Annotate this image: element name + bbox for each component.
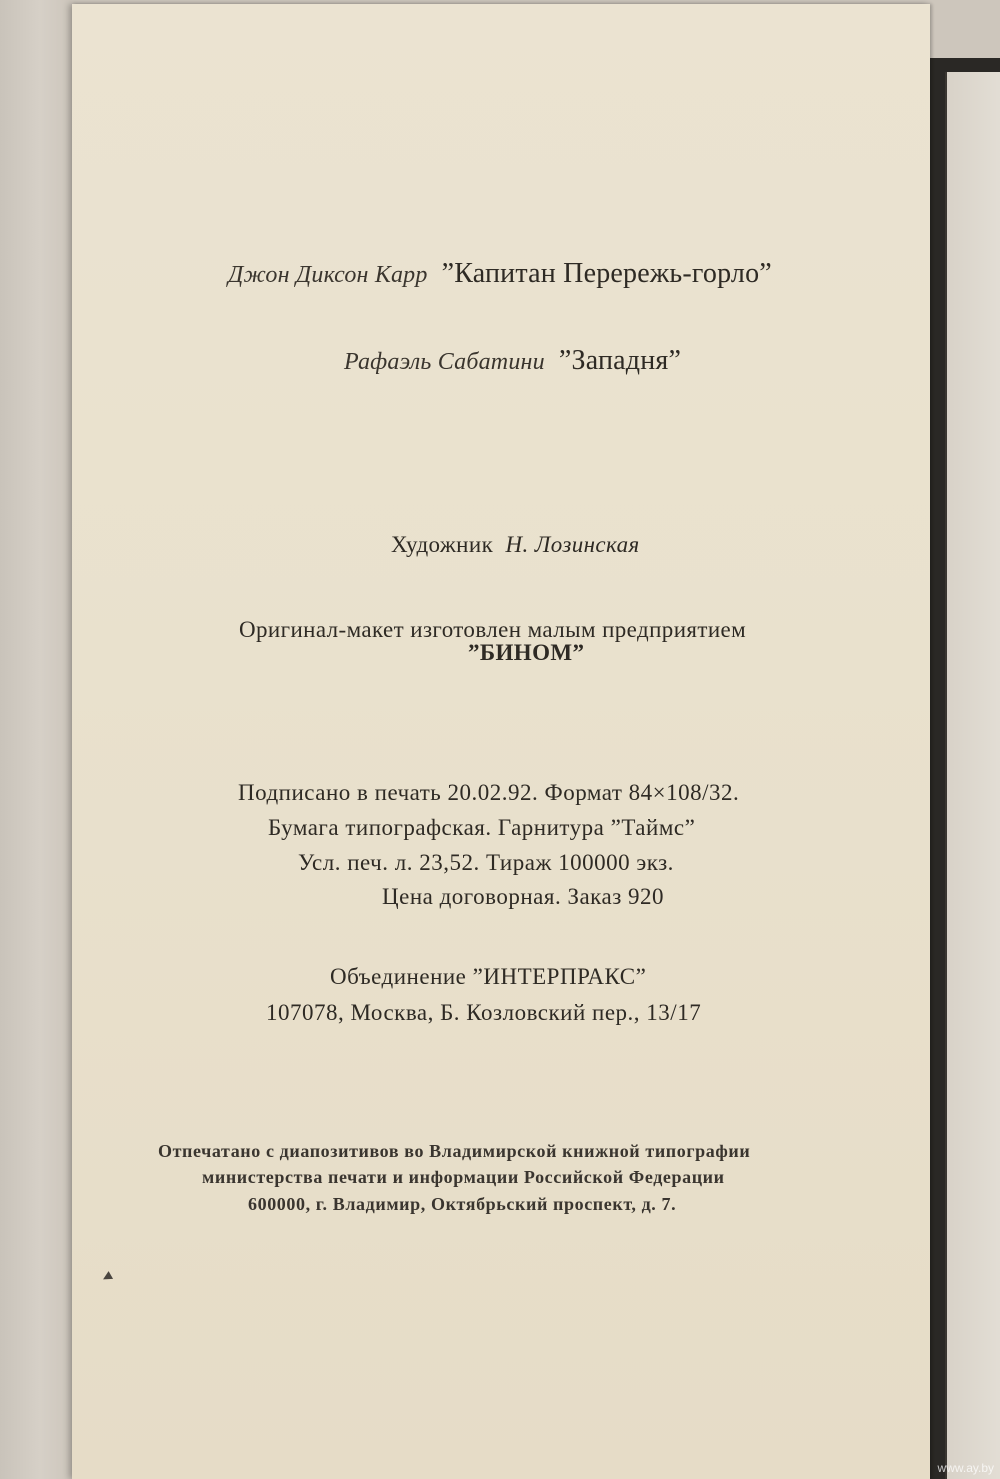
- artist-credit: [391, 532, 640, 558]
- artist-name: Н. Лозинская: [505, 532, 640, 557]
- printing-house-line-1: Отпечатано с диапозитивов во Владимирской книжной типографии: [158, 1141, 751, 1161]
- print-info-line-3: Усл. печ. л. 23,52. Тираж 100000 экз.: [298, 850, 674, 875]
- layout-credit-line-2: ”БИНОМ”: [468, 640, 585, 665]
- book-entry-1: [228, 258, 772, 290]
- print-info-line-2: Бумага типографская. Гарнитура ”Таймс”: [268, 815, 696, 840]
- book-2-author: Рафаэль Сабатини: [344, 349, 545, 375]
- printing-house-line-3: 600000, г. Владимир, Октябрьский проспект, д. 7.: [248, 1194, 677, 1214]
- book-2-title: ”Западня”: [558, 345, 682, 376]
- book-1-title: ”Капитан Перережь-горло”: [441, 258, 772, 289]
- book-entry-2: [344, 345, 681, 377]
- watermark: www.ay.by: [937, 1461, 994, 1475]
- print-info-line-1: Подписано в печать 20.02.92. Формат 84×108/32.: [238, 780, 740, 805]
- opposite-page: [945, 72, 1000, 1479]
- imprint-page: [72, 4, 930, 1479]
- print-info-line-4: Цена договорная. Заказ 920: [382, 884, 665, 909]
- book-1-author: Джон Диксон Карр: [228, 262, 428, 288]
- printing-house-line-2: министерства печати и информации Российской Федерации: [202, 1167, 725, 1187]
- layout-credit-line-1: Оригинал-макет изготовлен малым предприятием: [239, 617, 747, 642]
- publisher-line-1: Объединение ”ИНТЕРПРАКС”: [330, 964, 647, 989]
- artist-label: Художник: [391, 532, 494, 557]
- pencil-mark: ◂: [97, 1265, 116, 1288]
- publisher-line-2: 107078, Москва, Б. Козловский пер., 13/17: [266, 1000, 702, 1025]
